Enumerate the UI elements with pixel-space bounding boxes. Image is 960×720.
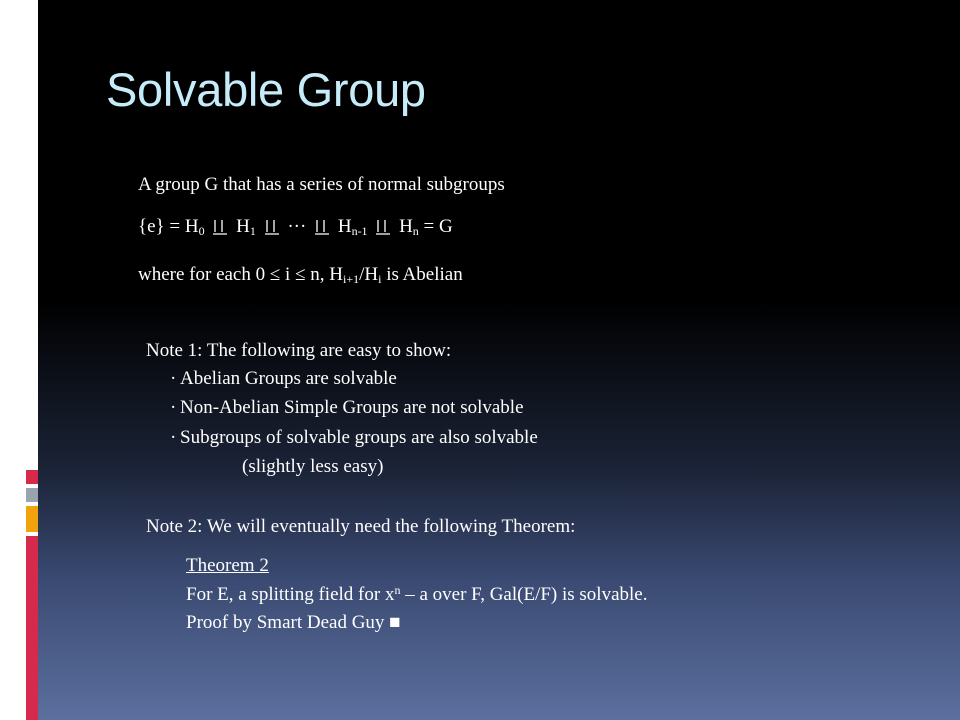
theorem-title: Theorem 2 xyxy=(186,555,269,576)
normal-subgroup-symbol xyxy=(311,216,333,238)
corner-decoration xyxy=(934,0,960,260)
bullet-dot: · xyxy=(170,397,177,418)
slide-title: Solvable Group xyxy=(106,63,426,116)
normal-subgroup-symbol xyxy=(261,216,283,238)
bullet-dot: · xyxy=(170,427,177,448)
normal-subgroup-symbol xyxy=(209,216,231,238)
bullet-dot: · xyxy=(170,368,177,389)
theorem-proof: Proof by Smart Dead Guy ■ xyxy=(186,612,401,633)
normal-series: $\{e\} = H_0$ $H_1$ ··· $H_{n-1}$ $H_n = G$ xyxy=(138,216,453,238)
note1-item: · Abelian Groups are solvable xyxy=(170,368,397,389)
note1-item: · Subgroups of solvable groups are also solvable xyxy=(170,427,538,448)
theorem-statement: For E, a splitting field for $x^n$ – a over F, Gal(E/F) is solvable. xyxy=(186,583,648,605)
abelian-condition: where for each 0 ≤ i ≤ n, $H_{i+1}/H_i$ is Abelian xyxy=(138,264,463,286)
normal-subgroup-symbol xyxy=(372,216,394,238)
note1-heading: Note 1: The following are easy to show: xyxy=(146,340,452,361)
note1-item-continuation: (slightly less easy) xyxy=(242,456,384,477)
note1-item: · Non-Abelian Simple Groups are not solvable xyxy=(170,397,524,418)
note2-heading: Note 2: We will eventually need the following Theorem: xyxy=(146,516,576,537)
definition-line: A group G that has a series of normal subgroups xyxy=(138,174,505,195)
